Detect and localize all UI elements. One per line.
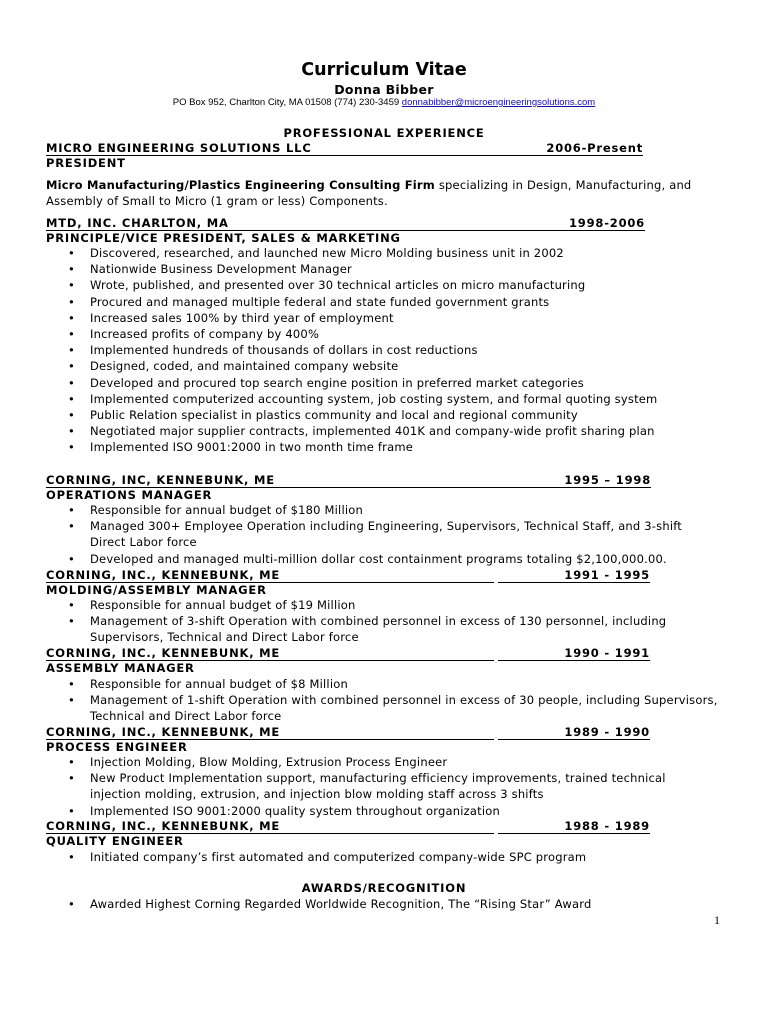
list-item: • New Product Implementation support, manufacturing efficiency improvements, trained technical injection molding, extrusion, and injection blow molding staff across 3 shifts	[46, 770, 720, 802]
job-years: 1991 - 1995	[498, 568, 650, 583]
list-item: • Developed and procured top search engine position in preferred market categories	[46, 375, 720, 391]
job-description-bold: Micro Manufacturing/Plastics Engineering Consulting Firm	[46, 178, 435, 192]
job-company: CORNING, INC, KENNEBUNK, ME	[46, 473, 558, 488]
job-bullet-list	[46, 597, 720, 646]
list-item: • Responsible for annual budget of $19 Million	[46, 597, 720, 613]
candidate-name: Donna Bibber	[334, 82, 434, 97]
job-bullet-list	[46, 502, 720, 567]
job-company: CORNING, INC., KENNEBUNK, ME	[46, 646, 494, 661]
list-item: • Initiated company’s first automated and computerized company-wide SPC program	[46, 849, 720, 865]
job-description-rest: specializing in Design, Manufacturing, and Assembly of Small to Micro (1 gram or less) Components.	[46, 178, 692, 208]
email-link[interactable]: donnabibber@microengineeringsolutions.com	[401, 97, 596, 108]
list-item: • Responsible for annual budget of $180 Million	[46, 502, 720, 518]
job-years: 1988 - 1989	[498, 819, 650, 834]
job-years: 1998-2006	[569, 216, 645, 230]
job-role: PRINCIPLE/VICE PRESIDENT, SALES & MARKETING	[46, 231, 401, 245]
list-item: • Awarded Highest Corning Regarded Worldwide Recognition, The “Rising Star” Award	[46, 896, 720, 912]
job-bullet-list	[46, 676, 720, 725]
job-bullet-list	[46, 849, 720, 865]
list-item: • Developed and managed multi-million dollar cost containment programs totaling $2,100,000.00.	[46, 551, 720, 567]
list-item: • Management of 3-shift Operation with combined personnel in excess of 130 personnel, including Supervisors, Technical and Direct Labor force	[46, 613, 720, 645]
job-role: PROCESS ENGINEER	[46, 740, 188, 754]
list-item: • Implemented ISO 9001:2000 in two month time frame	[46, 439, 720, 455]
job-role: ASSEMBLY MANAGER	[46, 661, 195, 675]
job-company: CORNING, INC., KENNEBUNK, ME	[46, 819, 494, 834]
list-item: • Responsible for annual budget of $8 Million	[46, 676, 720, 692]
job-role: PRESIDENT	[46, 156, 126, 170]
section-heading-awards: AWARDS/RECOGNITION	[301, 881, 467, 895]
list-item: • Implemented hundreds of thousands of dollars in cost reductions	[46, 342, 720, 358]
job-company: CORNING, INC., KENNEBUNK, ME	[46, 568, 494, 583]
contact-address-phone: PO Box 952, Charlton City, MA 01508 (774) 230-3459	[172, 97, 402, 108]
contact-line	[0, 97, 768, 108]
list-item: • Implemented computerized accounting system, job costing system, and formal quoting system	[46, 391, 720, 407]
list-item: • Managed 300+ Employee Operation including Engineering, Supervisors, Technical Staff, and 3-shift Direct Labor force	[46, 518, 720, 550]
page-number: 1	[714, 913, 720, 927]
job-years: 1989 - 1990	[498, 725, 650, 740]
job-bullet-list	[46, 245, 720, 456]
job-company: MTD, INC. CHARLTON, MA	[46, 216, 568, 231]
list-item: • Wrote, published, and presented over 30 technical articles on micro manufacturing	[46, 277, 720, 293]
list-item: • Injection Molding, Blow Molding, Extrusion Process Engineer	[46, 754, 720, 770]
list-item: • Negotiated major supplier contracts, implemented 401K and company-wide profit sharing plan	[46, 423, 720, 439]
list-item: • Designed, coded, and maintained company website	[46, 358, 720, 374]
list-item: • Nationwide Business Development Manager	[46, 261, 720, 277]
list-item: • Public Relation specialist in plastics community and local and regional community	[46, 407, 720, 423]
document-title: Curriculum Vitae	[301, 60, 467, 80]
list-item: • Increased profits of company by 400%	[46, 326, 720, 342]
list-item: • Implemented ISO 9001:2000 quality system throughout organization	[46, 803, 720, 819]
job-years: 2006-Present	[546, 141, 643, 155]
job-years: 1990 - 1991	[498, 646, 650, 661]
list-item: • Management of 1-shift Operation with combined personnel in excess of 30 people, including Supervisors, Technical and Direct Labor force	[46, 692, 720, 724]
list-item: • Discovered, researched, and launched new Micro Molding business unit in 2002	[46, 245, 720, 261]
job-role: OPERATIONS MANAGER	[46, 488, 213, 502]
job-years: 1995 – 1998	[558, 473, 651, 488]
job-bullet-list	[46, 754, 720, 819]
job-company: MICRO ENGINEERING SOLUTIONS LLC	[46, 141, 546, 156]
list-item: • Procured and managed multiple federal and state funded government grants	[46, 294, 720, 310]
section-heading-experience: PROFESSIONAL EXPERIENCE	[283, 126, 485, 140]
job-role: QUALITY ENGINEER	[46, 834, 184, 848]
job-role: MOLDING/ASSEMBLY MANAGER	[46, 583, 267, 597]
awards-bullet-list	[46, 896, 720, 912]
job-description	[46, 177, 716, 209]
job-company: CORNING, INC., KENNEBUNK, ME	[46, 725, 494, 740]
list-item: • Increased sales 100% by third year of employment	[46, 310, 720, 326]
